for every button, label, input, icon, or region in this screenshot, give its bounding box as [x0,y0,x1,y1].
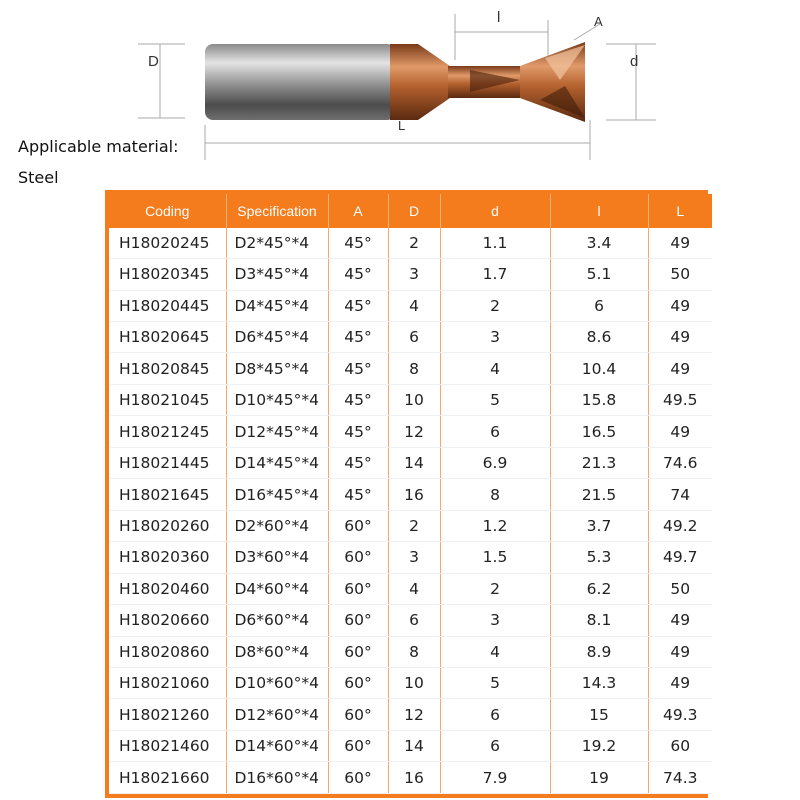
spec-table [109,194,712,794]
table-cell: H18020660 [109,605,226,636]
table-cell: 49.7 [648,542,712,573]
table-cell: 45° [328,322,388,353]
table-cell: 7.9 [440,762,550,794]
table-cell: D16*45°*4 [226,479,328,510]
table-cell: 60° [328,762,388,794]
table-row [109,416,712,447]
table-cell: 60° [328,542,388,573]
table-cell: 21.3 [550,447,648,478]
table-cell: D12*60°*4 [226,699,328,730]
table-cell: D16*60°*4 [226,762,328,794]
table-cell: D12*45°*4 [226,416,328,447]
table-cell: 6 [440,416,550,447]
table-cell: D3*45°*4 [226,259,328,290]
table-cell: D14*60°*4 [226,730,328,761]
table-cell: 60° [328,730,388,761]
table-cell: 5.3 [550,542,648,573]
table-cell: 2 [440,573,550,604]
table-cell: D6*45°*4 [226,322,328,353]
table-cell: H18021045 [109,384,226,415]
table-cell: 49 [648,353,712,384]
table-cell: H18020260 [109,510,226,541]
table-row [109,605,712,636]
table-cell: D6*60°*4 [226,605,328,636]
table-cell: 6 [440,730,550,761]
table-cell: 60 [648,730,712,761]
label-l: l [497,9,501,26]
table-cell: D14*45°*4 [226,447,328,478]
table-cell: 49.5 [648,384,712,415]
table-cell: D2*45°*4 [226,228,328,259]
table-cell: 4 [388,290,440,321]
table-cell: 49.3 [648,699,712,730]
table-cell: 49 [648,228,712,259]
table-row [109,542,712,573]
table-cell: 8 [440,479,550,510]
table-cell: 50 [648,573,712,604]
table-row [109,384,712,415]
table-cell: 49 [648,668,712,699]
table-body [109,228,712,794]
table-cell: 1.2 [440,510,550,541]
table-row [109,259,712,290]
table-cell: 10.4 [550,353,648,384]
column-header: Specification [226,194,328,228]
table-cell: 49 [648,636,712,667]
table-cell: 4 [440,353,550,384]
table-cell: D4*45°*4 [226,290,328,321]
label-d: d [630,53,639,70]
table-cell: 16.5 [550,416,648,447]
table-cell: 10 [388,668,440,699]
table-cell: 16 [388,479,440,510]
table-cell: 45° [328,259,388,290]
table-cell: 45° [328,290,388,321]
table-cell: D10*45°*4 [226,384,328,415]
table-cell: 60° [328,668,388,699]
table-row [109,699,712,730]
table-cell: 45° [328,447,388,478]
table-cell: 2 [440,290,550,321]
table-cell: 60° [328,636,388,667]
column-header: d [440,194,550,228]
label-L: L [398,118,406,133]
table-cell: 6 [388,322,440,353]
column-header: l [550,194,648,228]
table-cell: 14 [388,447,440,478]
table-cell: 49 [648,290,712,321]
table-cell: 21.5 [550,479,648,510]
table-cell: H18021060 [109,668,226,699]
table-row [109,510,712,541]
table-cell: H18021460 [109,730,226,761]
table-cell: 16 [388,762,440,794]
table-cell: 50 [648,259,712,290]
table-cell: D8*60°*4 [226,636,328,667]
table-cell: 15.8 [550,384,648,415]
table-cell: 6 [388,605,440,636]
table-cell: 12 [388,416,440,447]
table-cell: D3*60°*4 [226,542,328,573]
table-cell: 2 [388,510,440,541]
table-cell: D2*60°*4 [226,510,328,541]
table-cell: 74.6 [648,447,712,478]
table-cell: 5 [440,384,550,415]
table-cell: 6.2 [550,573,648,604]
table-row [109,322,712,353]
table-cell: 19 [550,762,648,794]
table-cell: D4*60°*4 [226,573,328,604]
cutter-illustration [205,42,585,122]
table-cell: 3 [388,542,440,573]
table-cell: H18020460 [109,573,226,604]
table-cell: 3 [440,322,550,353]
table-cell: 60° [328,510,388,541]
table-cell: 6.9 [440,447,550,478]
table-cell: H18021660 [109,762,226,794]
table-cell: 14.3 [550,668,648,699]
table-row [109,228,712,259]
table-cell: 45° [328,384,388,415]
label-A: A [594,14,603,29]
table-cell: 60° [328,699,388,730]
table-cell: H18021245 [109,416,226,447]
table-cell: 8.6 [550,322,648,353]
table-row [109,447,712,478]
column-header: A [328,194,388,228]
table-cell: 49 [648,416,712,447]
table-row [109,730,712,761]
table-cell: 8.1 [550,605,648,636]
table-cell: 60° [328,573,388,604]
spec-table-frame [105,190,708,798]
table-cell: 45° [328,479,388,510]
table-cell: 15 [550,699,648,730]
table-cell: 14 [388,730,440,761]
table-cell: H18021645 [109,479,226,510]
table-row [109,290,712,321]
table-row [109,353,712,384]
table-cell: 74.3 [648,762,712,794]
table-cell: 45° [328,353,388,384]
table-cell: 49 [648,605,712,636]
table-cell: H18020360 [109,542,226,573]
table-cell: 6 [550,290,648,321]
table-cell: 3 [388,259,440,290]
table-cell: H18021445 [109,447,226,478]
table-cell: 49 [648,322,712,353]
table-cell: 74 [648,479,712,510]
table-cell: H18020245 [109,228,226,259]
table-cell: H18020645 [109,322,226,353]
table-cell: H18020345 [109,259,226,290]
table-row [109,573,712,604]
table-cell: 49.2 [648,510,712,541]
table-row [109,762,712,794]
table-cell: 8 [388,636,440,667]
table-cell: 4 [388,573,440,604]
table-cell: 6 [440,699,550,730]
table-cell: 2 [388,228,440,259]
table-cell: 3 [440,605,550,636]
table-cell: D8*45°*4 [226,353,328,384]
table-row [109,479,712,510]
table-cell: 8.9 [550,636,648,667]
applicable-material-value: Steel [18,168,59,187]
table-cell: H18020445 [109,290,226,321]
table-cell: H18021260 [109,699,226,730]
table-cell: 19.2 [550,730,648,761]
table-cell: 45° [328,228,388,259]
label-D: D [148,53,159,70]
table-cell: 5 [440,668,550,699]
table-cell: 3.7 [550,510,648,541]
table-row [109,636,712,667]
table-cell: H18020860 [109,636,226,667]
table-cell: 60° [328,605,388,636]
table-cell: 5.1 [550,259,648,290]
column-header: Coding [109,194,226,228]
table-cell: 8 [388,353,440,384]
table-cell: 4 [440,636,550,667]
table-header-row [109,194,712,228]
table-cell: 45° [328,416,388,447]
table-cell: H18020845 [109,353,226,384]
table-cell: D10*60°*4 [226,668,328,699]
table-cell: 1.1 [440,228,550,259]
column-header: L [648,194,712,228]
table-row [109,668,712,699]
table-cell: 1.5 [440,542,550,573]
table-cell: 12 [388,699,440,730]
column-header: D [388,194,440,228]
table-cell: 1.7 [440,259,550,290]
table-cell: 10 [388,384,440,415]
applicable-material-label: Applicable material: [18,137,179,156]
table-cell: 3.4 [550,228,648,259]
